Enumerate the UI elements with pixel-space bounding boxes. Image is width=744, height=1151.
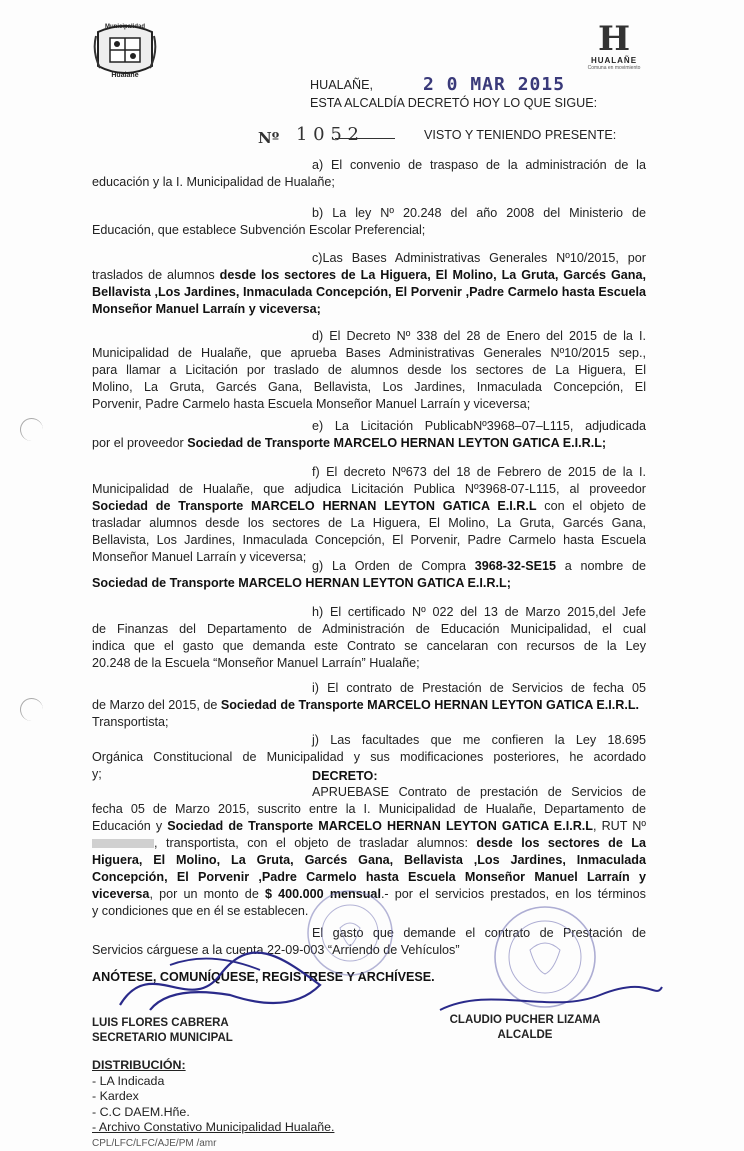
text-span-bold: desde los sectores de La — [476, 836, 646, 850]
text-line: Municipalidad de Hualañe, que adjudica Licitación Publica Nº3968-07-L115, al proveedor — [92, 481, 646, 498]
visto-label: VISTO Y TENIENDO PRESENTE: — [424, 127, 616, 144]
text-line: Monseñor Manuel Larraín y viceversa; — [92, 549, 646, 566]
logo-text-bottom: Hualañe — [102, 72, 148, 79]
text-line — [92, 818, 646, 835]
distribution-heading: DISTRIBUCIÓN: — [92, 1058, 334, 1074]
text-span: , por un monto de — [149, 887, 265, 901]
secretary-block — [92, 1016, 233, 1046]
text-span-bold: Concepción, El Porvenir ,Padre Carmelo hasta Escuela Monseñor Manuel Larraín y — [92, 870, 646, 884]
text-line: fecha 05 de Marzo 2015, suscrito entre la I. Municipalidad de Hualañe, Departamento de — [92, 801, 646, 818]
distribution-item: - LA Indicada — [92, 1074, 334, 1090]
distribution-item: - C.C DAEM.Hñe. — [92, 1105, 334, 1121]
punch-hole — [20, 418, 43, 441]
text-line: APRUEBASE Contrato de prestación de Servicios de — [92, 784, 646, 801]
hualane-logo-mark: H — [584, 22, 644, 56]
text-line: trasladar alumnos desde los sectores de La Higuera, El Molino, La Gruta, Garcés Gana, — [92, 515, 646, 532]
text-span: Educación y — [92, 819, 167, 833]
text-line: c)Las Bases Administrativas Generales Nº10/2015, por — [92, 250, 646, 267]
text-span-bold: Sociedad de Transporte MARCELO HERNAN LEYTON GATICA E.I.R.L — [167, 819, 593, 833]
text-span-bold: $ 400.000 mensual — [265, 887, 381, 901]
text-span-bold: desde los sectores de La Higuera, El Molino, La Gruta, Garcés Gana, — [220, 268, 646, 282]
text-line: Servicios cárguese a la cuenta 22-09-003 “Arriendo de Vehículos” — [92, 942, 646, 959]
distribution-item: - Kardex — [92, 1089, 334, 1105]
text-line: Molino, La Gruta, Garcés Gana, Bellavista, Los Jardines, Inmaculada Concepción, El — [92, 379, 646, 396]
text-line — [92, 575, 646, 592]
text-line — [92, 435, 646, 452]
text-span-bold: Sociedad de Transporte MARCELO HERNAN LEYTON GATICA E.I.R.L — [92, 499, 537, 513]
text-span: g) La Orden de Compra — [312, 559, 475, 573]
logo-text-top: Municipalidad — [102, 24, 148, 30]
text-span: , transportista, con el objeto de trasladar alumnos: — [154, 836, 476, 850]
decree-number: 1 0 5 2 — [296, 124, 359, 145]
text-line: 20.248 de la Escuela “Monseñor Manuel Larraín” Hualañe; — [92, 655, 646, 672]
text-span: a nombre de — [556, 559, 646, 573]
text-span-bold: Sociedad de Transporte MARCELO HERNAN LEYTON GATICA E.I.R.L; — [92, 576, 511, 590]
text-line — [92, 852, 646, 869]
text-line: El gasto que demande el contrato de Prestación de — [92, 925, 646, 942]
text-line — [92, 301, 646, 318]
text-span: por el proveedor — [92, 436, 187, 450]
number-label: Nº — [258, 129, 279, 147]
alcalde-block — [440, 1013, 610, 1043]
secretary-signature-icon — [110, 945, 350, 1025]
text-line — [92, 558, 646, 575]
text-line: indica que el gasto que demanda este Contrato se cancelaran con recursos de la Ley — [92, 638, 646, 655]
distribution-block — [92, 1058, 334, 1151]
text-line: educación y la I. Municipalidad de Hualañe; — [92, 174, 646, 191]
paragraph-e — [92, 418, 646, 452]
text-span-bold: viceversa — [92, 887, 149, 901]
paragraph-d — [92, 328, 646, 413]
text-line — [92, 835, 646, 852]
text-span: , RUT Nº — [593, 819, 646, 833]
text-line: de Finanzas del Departamento de Administración de Educación Municipalidad, el cual — [92, 621, 646, 638]
distribution-initials: CPL/LFC/LFC/AJE/PM /amr — [92, 1136, 334, 1151]
text-line — [92, 869, 646, 886]
paragraph-g — [92, 558, 646, 592]
text-span: traslados de alumnos — [92, 268, 220, 282]
text-line: h) El certificado Nº 022 del 13 de Marzo 2015,del Jefe — [92, 604, 646, 621]
text-line: a) El convenio de traspaso de la administración de la — [92, 157, 646, 174]
text-line: d) El Decreto Nº 338 del 28 de Enero del 2015 de la I. — [92, 328, 646, 345]
text-span: de Marzo del 2015, de — [92, 698, 221, 712]
redacted-rut — [92, 839, 154, 848]
paragraph-b — [92, 205, 646, 239]
punch-hole — [20, 698, 43, 721]
alcalde-title: ALCALDE — [440, 1028, 610, 1043]
text-span: con el objeto de — [537, 499, 646, 513]
text-line: y; — [92, 766, 646, 783]
text-span-bold: Sociedad de Transporte MARCELO HERNAN LEYTON GATICA E.I.R.L; — [187, 436, 606, 450]
text-line: i) El contrato de Prestación de Servicios de fecha 05 — [92, 680, 646, 697]
text-line: Municipalidad de Hualañe, que aprueba Bases Administrativas Generales Nº10/2015 sep., — [92, 345, 646, 362]
decreto-heading — [312, 768, 378, 785]
place-label: HUALAÑE, — [310, 77, 373, 94]
decreto-heading-text: DECRETO: — [312, 769, 378, 783]
secretary-name: LUIS FLORES CABRERA — [92, 1016, 233, 1031]
text-line: para llamar a Licitación por traslado de alumnos desde los sectores de La Higuera, El — [92, 362, 646, 379]
hualane-logo — [584, 22, 644, 84]
text-line: j) Las facultades que me confieren la Ley 18.695 — [92, 732, 646, 749]
hualane-logo-tagline: Comuna en movimiento — [584, 65, 644, 71]
text-line: Bellavista, Los Jardines, Inmaculada Concepción, El Porvenir, Padre Carmelo hasta Escuela — [92, 532, 646, 549]
text-line: Transportista; — [92, 714, 646, 731]
paragraph-a — [92, 157, 646, 191]
text-span-bold: Bellavista ,Los Jardines, Inmaculada Concepción, El Porvenir ,Padre Carmelo hasta Escuela — [92, 285, 646, 299]
text-span: .- por el servicios prestados, en los términos — [381, 887, 646, 901]
closing-text: ANÓTESE, COMUNÍQUESE, REGISTRESE Y ARCHÍVESE. — [92, 970, 435, 984]
paragraph-f — [92, 464, 646, 566]
text-line: y condiciones que en él se establecen. — [92, 903, 646, 920]
text-span-bold: 3968-32-SE15 — [475, 559, 556, 573]
text-line: Porvenir, Padre Carmelo hasta Escuela Monseñor Manuel Larraín y viceversa; — [92, 396, 646, 413]
municipal-logo — [92, 22, 158, 82]
text-line: Educación, que establece Subvención Escolar Preferencial; — [92, 222, 646, 239]
text-span-bold: Sociedad de Transporte MARCELO HERNAN LEYTON GATICA E.I.R.L. — [221, 698, 639, 712]
alcalde-name: CLAUDIO PUCHER LIZAMA — [440, 1013, 610, 1028]
hualane-logo-name: HUALAÑE — [584, 56, 644, 65]
secretary-title: SECRETARIO MUNICIPAL — [92, 1031, 233, 1046]
text-line: Orgánica Constitucional de Municipalidad y sus modificaciones posteriores, he acordado — [92, 749, 646, 766]
text-span-bold: Higuera, El Molino, La Gruta, Garcés Gana, Bellavista ,Los Jardines, Inmaculada — [92, 853, 646, 867]
text-line — [92, 284, 646, 301]
text-span-bold: Monseñor Manuel Larraín y viceversa; — [92, 302, 321, 316]
paragraph-h — [92, 604, 646, 672]
paragraph-c — [92, 250, 646, 318]
text-line: b) La ley Nº 20.248 del año 2008 del Ministerio de — [92, 205, 646, 222]
distribution-item: - Archivo Constativo Municipalidad Hualañe. — [92, 1120, 334, 1136]
date-stamp: 2 0 MAR 2015 — [423, 74, 565, 95]
text-line: e) La Licitación PublicabNº3968–07–L115, adjudicada — [92, 418, 646, 435]
text-line — [92, 697, 646, 714]
decree-line: ESTA ALCALDÍA DECRETÓ HOY LO QUE SIGUE: — [310, 95, 597, 112]
text-line — [92, 267, 646, 284]
number-strike — [335, 138, 395, 139]
text-line: f) El decreto Nº673 del 18 de Febrero de 2015 de la I. — [92, 464, 646, 481]
paragraph-i — [92, 680, 646, 731]
text-line — [92, 498, 646, 515]
